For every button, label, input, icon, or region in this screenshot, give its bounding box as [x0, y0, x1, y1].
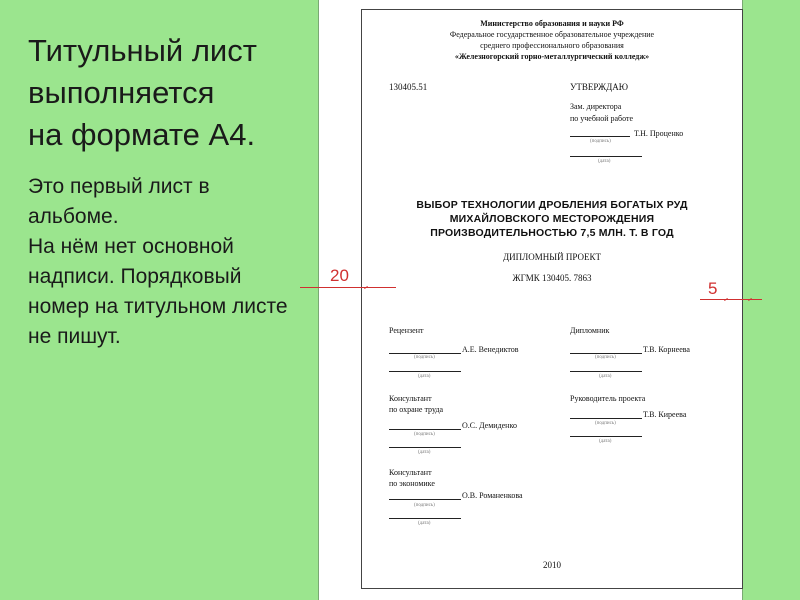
left-margin-label: 20 — [330, 266, 349, 285]
date-caption: (дата) — [418, 521, 431, 526]
date-caption: (дата) — [599, 374, 612, 379]
project-type: ДИПЛОМНЫЙ ПРОЕКТ — [503, 252, 601, 262]
date-line — [389, 371, 461, 372]
signature-line — [570, 353, 642, 354]
reviewer-name: А.Е. Венедиктов — [462, 345, 519, 354]
sign-caption: (подпись) — [414, 503, 435, 508]
body-line: не пишут. — [28, 325, 121, 348]
date-caption: (дата) — [418, 374, 431, 379]
date-caption: (дата) — [418, 450, 431, 455]
ministry-line: Министерство образования и науки РФ — [480, 19, 624, 28]
student-name: Т.В. Корнеева — [643, 345, 690, 354]
right-margin-dimension-line — [700, 299, 762, 300]
heading-line: выполняется — [28, 75, 215, 110]
signature-line — [389, 499, 461, 500]
body-line: альбоме. — [28, 205, 119, 228]
date-line — [389, 518, 461, 519]
project-title-line: ВЫБОР ТЕХНОЛОГИИ ДРОБЛЕНИЯ БОГАТЫХ РУД — [416, 199, 688, 211]
heading-line: на формате А4. — [28, 117, 256, 152]
consultant-safety-role: по охране труда — [389, 405, 444, 414]
signature-line — [570, 418, 642, 419]
project-code: ЖГМК 130405. 7863 — [512, 273, 592, 283]
sign-caption: (подпись) — [414, 432, 435, 437]
supervisor-name: Т.В. Киреева — [643, 410, 687, 419]
slide-body-text — [28, 172, 338, 352]
body-line: номер на титульном листе — [28, 295, 288, 318]
signature-line — [389, 429, 461, 430]
approve-role: Зам. директора — [570, 102, 622, 111]
consultant-econ-name: О.В. Романенкова — [462, 491, 523, 500]
college-name: «Железногорский горно-металлургический колледж» — [454, 52, 650, 61]
project-title-line: ПРОИЗВОДИТЕЛЬНОСТЬЮ 7,5 МЛН. Т. В ГОД — [430, 227, 674, 239]
reviewer-role: Рецензент — [389, 326, 424, 335]
slide-right-strip — [742, 0, 800, 600]
body-line: надписи. Порядковый — [28, 265, 242, 288]
approve-role: по учебной работе — [570, 114, 634, 123]
date-line — [389, 447, 461, 448]
date-line — [570, 371, 642, 372]
consultant-safety-name: О.С. Демиденко — [462, 421, 517, 430]
sign-caption: (подпись) — [590, 139, 611, 144]
slide-heading — [28, 30, 318, 156]
sign-caption: (подпись) — [595, 421, 616, 426]
document-code: 130405.51 — [389, 82, 428, 92]
date-caption: (дата) — [599, 439, 612, 444]
date-caption: (дата) — [598, 159, 611, 164]
institution-line: среднего профессионального образования — [480, 41, 624, 50]
left-margin-dimension-line — [300, 287, 396, 288]
project-title-line: МИХАЙЛОВСКОГО МЕСТОРОЖДЕНИЯ — [449, 213, 655, 225]
sign-caption: (подпись) — [595, 355, 616, 360]
approve-name: Т.Н. Проценко — [634, 129, 684, 138]
signature-line — [570, 136, 630, 137]
right-margin-label: 5 — [708, 279, 718, 298]
consultant-safety-role: Консультант — [389, 394, 432, 403]
sign-caption: (подпись) — [414, 355, 435, 360]
body-line: На нём нет основной — [28, 235, 234, 258]
body-line: Это первый лист в — [28, 175, 210, 198]
consultant-econ-role: по экономике — [389, 479, 435, 488]
supervisor-role: Руководитель проекта — [570, 394, 646, 403]
heading-line: Титульный лист — [28, 33, 257, 68]
approve-title: УТВЕРЖДАЮ — [570, 82, 629, 92]
title-page-sheet — [361, 9, 743, 589]
date-line — [570, 436, 642, 437]
consultant-econ-role: Консультант — [389, 468, 432, 477]
student-role: Дипломник — [570, 326, 610, 335]
document-year: 2010 — [543, 560, 561, 570]
date-line — [570, 156, 642, 157]
signature-line — [389, 353, 461, 354]
institution-line: Федеральное государственное образовательное учреждение — [449, 30, 655, 39]
